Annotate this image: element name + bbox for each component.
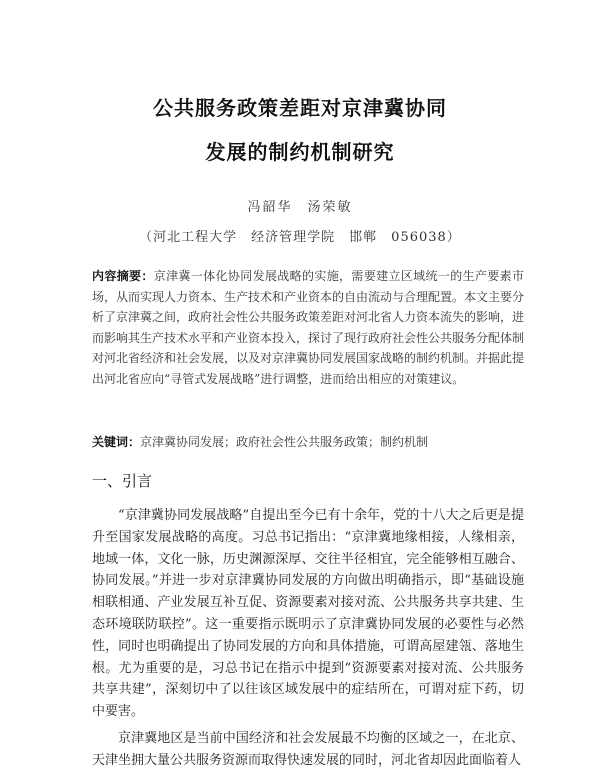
author-names: 冯韶华 汤荣敏 <box>247 200 353 215</box>
abstract-text: 京津冀一体化协同发展战略的实施，需要建立区域统一的生产要素市场，从而实现人力资本、生产技术和产业资本的自由流动与合理配置。本文主要分析了京津冀之间，政府社会性公共服务政策差距对河北省人力资本流失的影响，进而影响其生产技术水平和产业资本投入，探讨了现行政府社会性公共服务分配体制对河北省经济和社会发展，以及对京津冀协同发展国家战略的制约机制。并据此提出河北省应向“寻管式发展战略”进行调整，进而给出相应的对策建议。 <box>92 269 525 386</box>
author-affiliation: （河北工程大学 经济管理学院 邯郸 056038） <box>139 230 461 245</box>
paper-title-line-2: 发展的制约机制研究 <box>205 140 395 164</box>
section-heading: 一、引言 <box>92 472 153 490</box>
keywords-label: 关键词： <box>92 435 141 449</box>
body-paragraph-2: 京津冀地区是当前中国经济和社会发展最不均衡的区域之一，在北京、天津坐拥大量公共服务资源而取得快速发展的同时，河北省却因此面临着人 <box>92 731 524 768</box>
keywords <box>92 432 524 452</box>
abstract-label: 内容摘要： <box>92 269 154 283</box>
body-paragraph-1: “京津冀协同发展战略”自提出至今已有十余年，党的十八大之后更是提升至国家发展战略的高度。习总书记指出：“京津冀地缘相接，人缘相亲，地域一体，文化一脉，历史渊源深厚、交往半径相宜，完全能够相互融合、协同发展。”并进一步对京津冀协同发展的方向做出明确指示，即“基础设施相联相通、产业发展互补互促、资源要素对接对流、公共服务共享共建、生态环境联防联控”。这一重要指示既明示了京津冀协同发展的必要性与必然性，同时也明确提出了协同发展的方向和具体措施，可谓高屋建瓴、落地生根。尤为重要的是，习总书记在指示中提到“资源要素对接对流、公共服务共享共建”，深刻切中了以往该区域发展中的症结所在，可谓对症下药，切中要害。 <box>92 508 524 720</box>
keywords-text: 京津冀协同发展；政府社会性公共服务政策；制约机制 <box>140 435 429 449</box>
paper-title-line-1: 公共服务政策差距对京津冀协同 <box>153 96 447 120</box>
abstract <box>92 266 524 390</box>
